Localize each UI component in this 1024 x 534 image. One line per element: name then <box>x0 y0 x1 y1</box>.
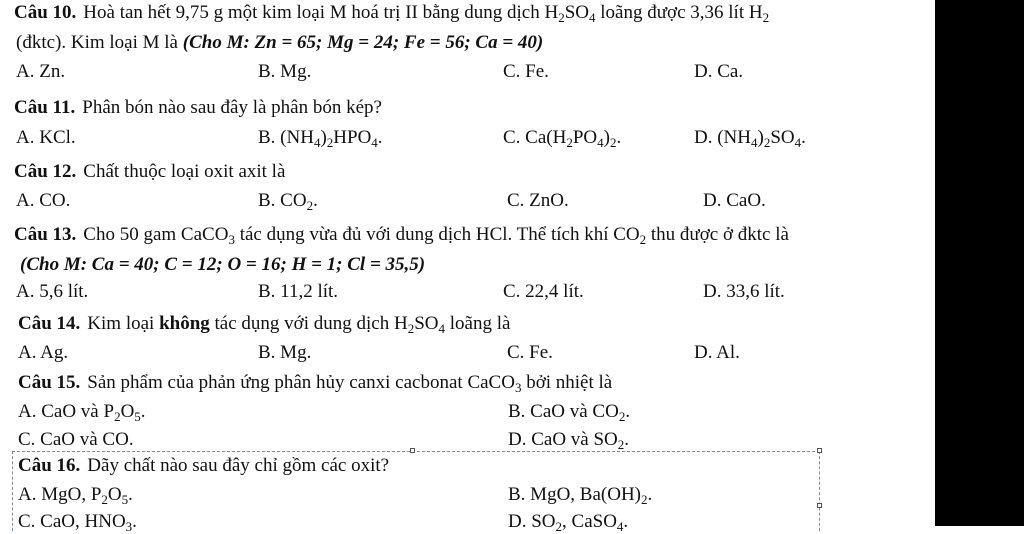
selection-handle-top[interactable] <box>410 448 415 453</box>
q13-sub-1: 3 <box>228 232 235 247</box>
q16-text: Dãy chất nào sau đây chỉ gồm các oxit? <box>87 455 390 476</box>
q13-text-3: thu được ở đktc là <box>646 224 789 245</box>
q10-option-b: B. Mg. <box>258 61 312 82</box>
question-10-title: Câu 10. <box>14 2 77 23</box>
q14-option-b: B. Mg. <box>258 342 312 363</box>
question-15-stem <box>18 372 612 395</box>
q14-text-1: Kim loại <box>87 313 160 334</box>
q10-option-c: C. Fe. <box>503 61 549 82</box>
q10-text-1: Hoà tan hết 9,75 g một kim loại M hoá trị II bằng dung dịch H <box>83 2 559 23</box>
question-11-title: Câu 11. <box>14 97 76 118</box>
q15-option-c: C. CaO và CO. <box>18 429 134 450</box>
question-16-title: Câu 16. <box>18 455 81 476</box>
q10-sub-1: 2 <box>558 10 565 25</box>
question-13-title: Câu 13. <box>14 224 77 245</box>
q11-option-b: B. $(NH_4)_2HPO_4$. <box>258 127 383 150</box>
q10-text-3: loãng được 3,36 lít H <box>595 2 763 23</box>
q14-text-4: loãng là <box>444 313 511 334</box>
q14-text-3: SO <box>414 313 439 334</box>
q10-line2-given-masses: (Cho M: Zn = 65; Mg = 24; Fe = 56; Ca = 40) <box>182 32 544 53</box>
q15-text-2: bởi nhiệt là <box>521 372 613 393</box>
q13-text-1: Cho 50 gam CaCO <box>83 224 229 245</box>
q11-option-c: C. $Ca(H_2PO_4)_2$. <box>503 127 622 150</box>
selection-handle-right[interactable] <box>817 503 822 508</box>
question-15-title: Câu 15. <box>18 372 81 393</box>
selection-handle-top-right[interactable] <box>817 448 822 453</box>
q11-option-d: D. $(NH_4)_2SO_4$. <box>694 127 806 150</box>
q10-option-a: A. Zn. <box>16 61 66 82</box>
q13-option-a: A. 5,6 lít. <box>16 281 89 302</box>
q10-text-2: SO <box>564 2 590 23</box>
question-14-title: Câu 14. <box>18 313 81 334</box>
q10-option-d: D. Ca. <box>694 61 744 82</box>
q14-sub-2: 4 <box>438 321 445 336</box>
q10-sub-3: 2 <box>762 10 770 25</box>
question-14-stem <box>18 313 510 336</box>
q15-option-b: B. CaO và $CO_2$. <box>508 401 631 424</box>
q14-option-d: D. Al. <box>694 342 740 363</box>
q14-text-emphasis: không <box>159 313 210 334</box>
q13-option-d: D. 33,6 lít. <box>703 281 785 302</box>
q16-option-d: D. $SO_2$, CaSO$_4$. <box>508 511 629 534</box>
question-10-stem <box>14 2 769 25</box>
q12-option-a: A. CO. <box>16 190 71 211</box>
q15-sub-1: 3 <box>514 380 522 395</box>
q14-option-c: C. Fe. <box>507 342 553 363</box>
q15-option-d: D. CaO và $SO_2$. <box>508 429 630 452</box>
q15-text-1: Sản phẩm của phản ứng phân hủy canxi cacbonat CaCO <box>87 372 515 393</box>
q11-option-a: A. KCl. <box>16 127 76 148</box>
q12-text: Chất thuộc loại oxit axit là <box>83 161 286 182</box>
question-10-line-2 <box>16 32 543 54</box>
q10-sub-2: 4 <box>589 10 596 25</box>
q16-option-a: A. MgO, $P_2O_5$. <box>18 484 133 507</box>
q13-given-masses: (Cho M: Ca = 40; C = 12; O = 16; H = 1; Cl = 35,5) <box>20 254 426 275</box>
question-13-stem <box>14 224 789 247</box>
question-12-stem <box>14 161 285 183</box>
q14-sub-1: 2 <box>407 321 415 336</box>
question-12-title: Câu 12. <box>14 161 77 182</box>
q16-option-b: B. MgO, $Ba(OH)_2$. <box>508 484 653 507</box>
q16-option-c: C. CaO, $HNO_3$. <box>18 511 137 534</box>
q12-option-c: C. ZnO. <box>507 190 569 211</box>
q13-sub-2: 2 <box>639 232 647 247</box>
q14-text-2: tác dụng với dung dịch H <box>209 313 408 334</box>
q15-option-a: A. CaO và $P_2O_5$. <box>18 401 146 424</box>
q11-text: Phân bón nào sau đây là phân bón kép? <box>82 97 382 118</box>
q13-text-2: tác dụng vừa đủ với dung dịch HCl. Thể tích khí CO <box>234 224 640 245</box>
q12-option-d: D. CaO. <box>703 190 766 211</box>
q12-option-b: B. $CO_2$. <box>258 190 318 213</box>
right-black-margin <box>935 0 1024 526</box>
q10-line2-plain: (đktc). Kim loại M là <box>16 32 183 53</box>
question-11-stem <box>14 97 382 119</box>
question-16-stem <box>18 455 389 477</box>
q13-option-c: C. 22,4 lít. <box>503 281 584 302</box>
q14-option-a: A. Ag. <box>18 342 69 363</box>
q13-option-b: B. 11,2 lít. <box>258 281 339 302</box>
